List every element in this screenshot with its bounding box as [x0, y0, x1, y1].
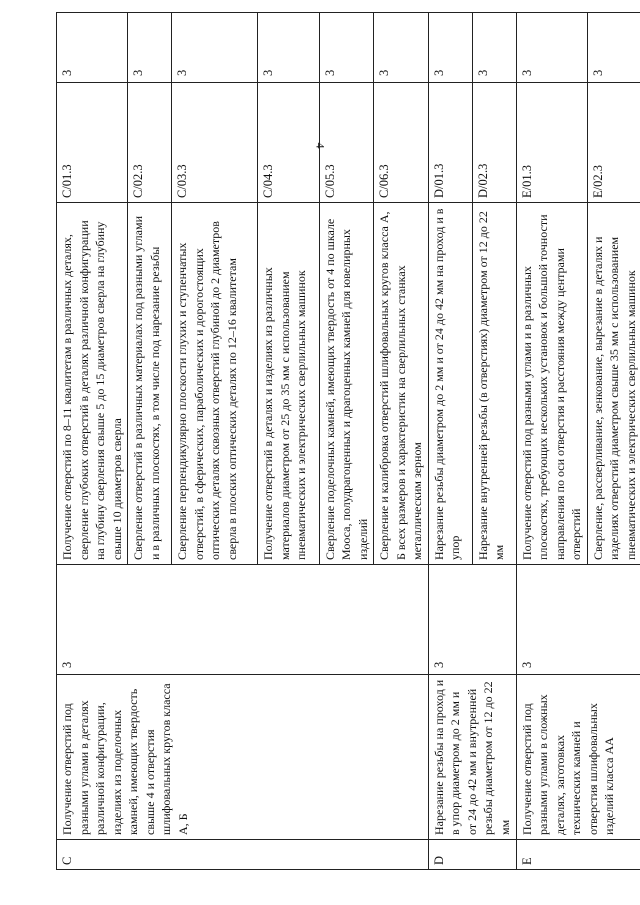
gen-function-code: C [57, 840, 429, 870]
page-number: 4 [313, 142, 328, 149]
labor-function-level: 3 [128, 13, 172, 83]
labor-function-level: 3 [374, 13, 429, 83]
labor-function-level: 3 [587, 13, 640, 83]
labor-function-level: 3 [172, 13, 258, 83]
gen-function-code: E [516, 840, 640, 870]
table-row [516, 13, 587, 870]
labor-function-name: Сверление перпендикулярно плоскости глухих и ступенчатых отверстий, в сферических, параболических и дорогостоящих оптических деталях сквозных отверстий глубиной до 2 диаметров сверла в плоских оптических деталях по 12–16 квалитетам [172, 203, 258, 565]
labor-function-code: C/03.3 [172, 83, 258, 203]
gen-function-description: Получение отверстий под разными углами в деталях различной конфигурации, изделиях из поделочных камней, имеющих твердость свыше 4 и отверстия шлифовальных кругов класса А, Б [57, 675, 429, 840]
gen-function-level: 3 [428, 565, 516, 675]
labor-function-code: E/02.3 [587, 83, 640, 203]
qualification-table [56, 12, 640, 870]
labor-function-level: 3 [57, 13, 128, 83]
labor-function-name: Получение отверстий в деталях и изделиях из различных материалов диаметром от 25 до 35 мм с использованием пневматических и электрических сверлильных машинок [258, 203, 319, 565]
labor-function-name: Нарезание резьбы диаметром до 2 мм и от 24 до 42 мм на проход и в упор [428, 203, 472, 565]
gen-function-description: Получение отверстий под разными углами в сложных деталях, заготовках технических камней и отверстия шлифовальных изделий класса АА [516, 675, 640, 840]
labor-function-name: Сверление, рассверливание, зенкование, вырезание в деталях и изделиях отверстий диаметром свыше 35 мм с использованием пневматических и электрических сверлильных машинок [587, 203, 640, 565]
labor-function-code: D/01.3 [428, 83, 472, 203]
labor-function-name: Сверление отверстий в различных материалах под разными углами и в различных плоскостях, в том числе под нарезание резьбы [128, 203, 172, 565]
labor-function-name: Получение отверстий под разными углами и в различных плоскостях, требующих нескольких установок и большой точности направления по оси отверстия и расстояния между центрами отверстий [516, 203, 587, 565]
labor-function-name: Получение отверстий по 8–11 квалитетам в различных деталях, сверление глубоких отверстий в деталях различной конфигурации на глубину сверления свыше 5 до 15 диаметров сверла на глубину свыше 10 диаметров сверла [57, 203, 128, 565]
labor-function-level: 3 [472, 13, 516, 83]
labor-function-code: C/02.3 [128, 83, 172, 203]
labor-function-level: 3 [428, 13, 472, 83]
gen-function-code: D [428, 840, 516, 870]
table-row [57, 13, 128, 870]
labor-function-code: D/02.3 [472, 83, 516, 203]
gen-function-level: 3 [57, 565, 429, 675]
labor-function-code: C/04.3 [258, 83, 319, 203]
labor-function-code: C/06.3 [374, 83, 429, 203]
labor-function-level: 3 [319, 13, 374, 83]
gen-function-description: Нарезание резьбы на проход и в упор диаметром до 2 мм и от 24 до 42 мм и внутренней резьбы диаметром от 12 до 22 мм [428, 675, 516, 840]
labor-function-name: Сверление поделочных камней, имеющих твердость от 4 по шкале Мооса, полудрагоценных и драгоценных камней для ювелирных изделий [319, 203, 374, 565]
labor-function-name: Нарезание внутренней резьбы (в отверстиях) диаметром от 12 до 22 мм [472, 203, 516, 565]
labor-function-level: 3 [258, 13, 319, 83]
qualification-table-sheet [56, 13, 640, 870]
labor-function-name: Сверление и калибровка отверстий шлифовальных кругов класса А, Б всех размеров и характеристик на сверлильных станках металлическим зерном [374, 203, 429, 565]
gen-function-level: 3 [516, 565, 640, 675]
labor-function-code: C/05.3 [319, 83, 374, 203]
labor-function-code: C/01.3 [57, 83, 128, 203]
table-row [428, 13, 472, 870]
labor-function-code: E/01.3 [516, 83, 587, 203]
labor-function-level: 3 [516, 13, 587, 83]
